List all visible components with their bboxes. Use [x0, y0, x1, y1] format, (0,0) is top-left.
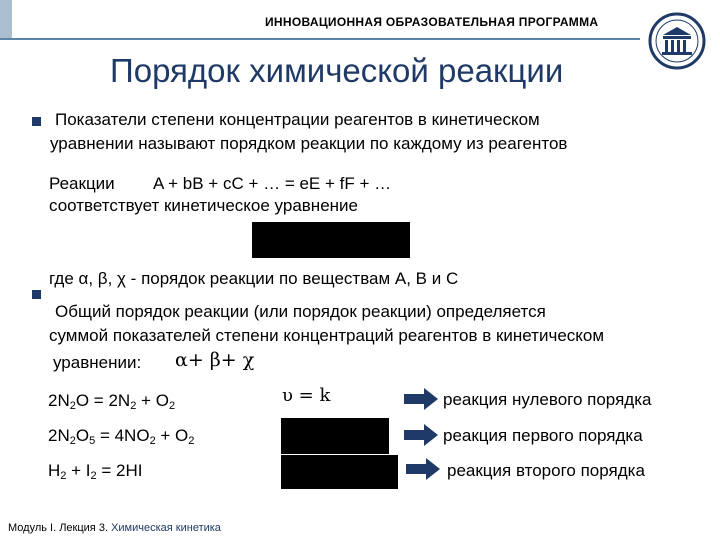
zero-order-rate: υ = k: [282, 385, 331, 406]
slide-title: Порядок химической реакции: [110, 52, 564, 89]
result-row-3: реакция второго порядка: [447, 461, 645, 480]
kinetic-equation-caption: соответствует кинетическое уравнение: [49, 196, 358, 215]
bullet2-line1: Общий порядок реакции (или порядок реакции) определяется: [55, 302, 546, 321]
arrow-right-icon: [404, 424, 438, 446]
reaction-equation: A + bB + cC + … = eE + fF + …: [153, 174, 392, 193]
first-order-rate-image: [281, 418, 389, 454]
result-row-1: реакция нулевого порядка: [443, 390, 652, 409]
kinetic-equation-image: [252, 222, 410, 258]
footer-topic: Химическая кинетика: [111, 522, 221, 534]
bullet2-line2: суммой показателей степени концентраций реагентов в кинетическом: [49, 326, 605, 345]
result-row-2: реакция первого порядка: [443, 426, 643, 445]
bullet2-line3: уравнении:: [53, 353, 142, 372]
equation-row-3: $H_2 + I_2 = 2HI$: [48, 461, 143, 482]
header-accent-bar: [0, 0, 12, 40]
order-sum: α+ β+ χ: [175, 349, 255, 371]
university-emblem-icon: [648, 12, 706, 70]
equation-row-2: $2N_2O_5 = 4NO_2 + O_2$: [48, 426, 195, 447]
slide-footer: [8, 522, 221, 534]
bullet-marker: [32, 117, 41, 126]
bullet1-line2: уравнении называют порядком реакции по каждому из реагентов: [50, 134, 568, 153]
bullet-marker: [32, 290, 41, 299]
second-order-rate-image: [281, 455, 398, 489]
bullet1-line1: Показатели степени концентрации реагентов в кинетическом: [55, 110, 540, 129]
where-text: где α, β, χ - порядок реакции по веществам А, В и С: [49, 269, 459, 288]
arrow-right-icon: [406, 458, 440, 480]
program-title: ИННОВАЦИОННАЯ ОБРАЗОВАТЕЛЬНАЯ ПРОГРАММА: [265, 15, 599, 29]
arrow-right-icon: [404, 388, 438, 410]
equation-row-1: $2N_2O = 2N_2 + O_2$: [48, 391, 176, 412]
header-divider: [0, 38, 640, 40]
footer-module: Модуль I. Лекция 3.: [8, 522, 108, 534]
reaction-label: Реакции: [49, 174, 115, 193]
